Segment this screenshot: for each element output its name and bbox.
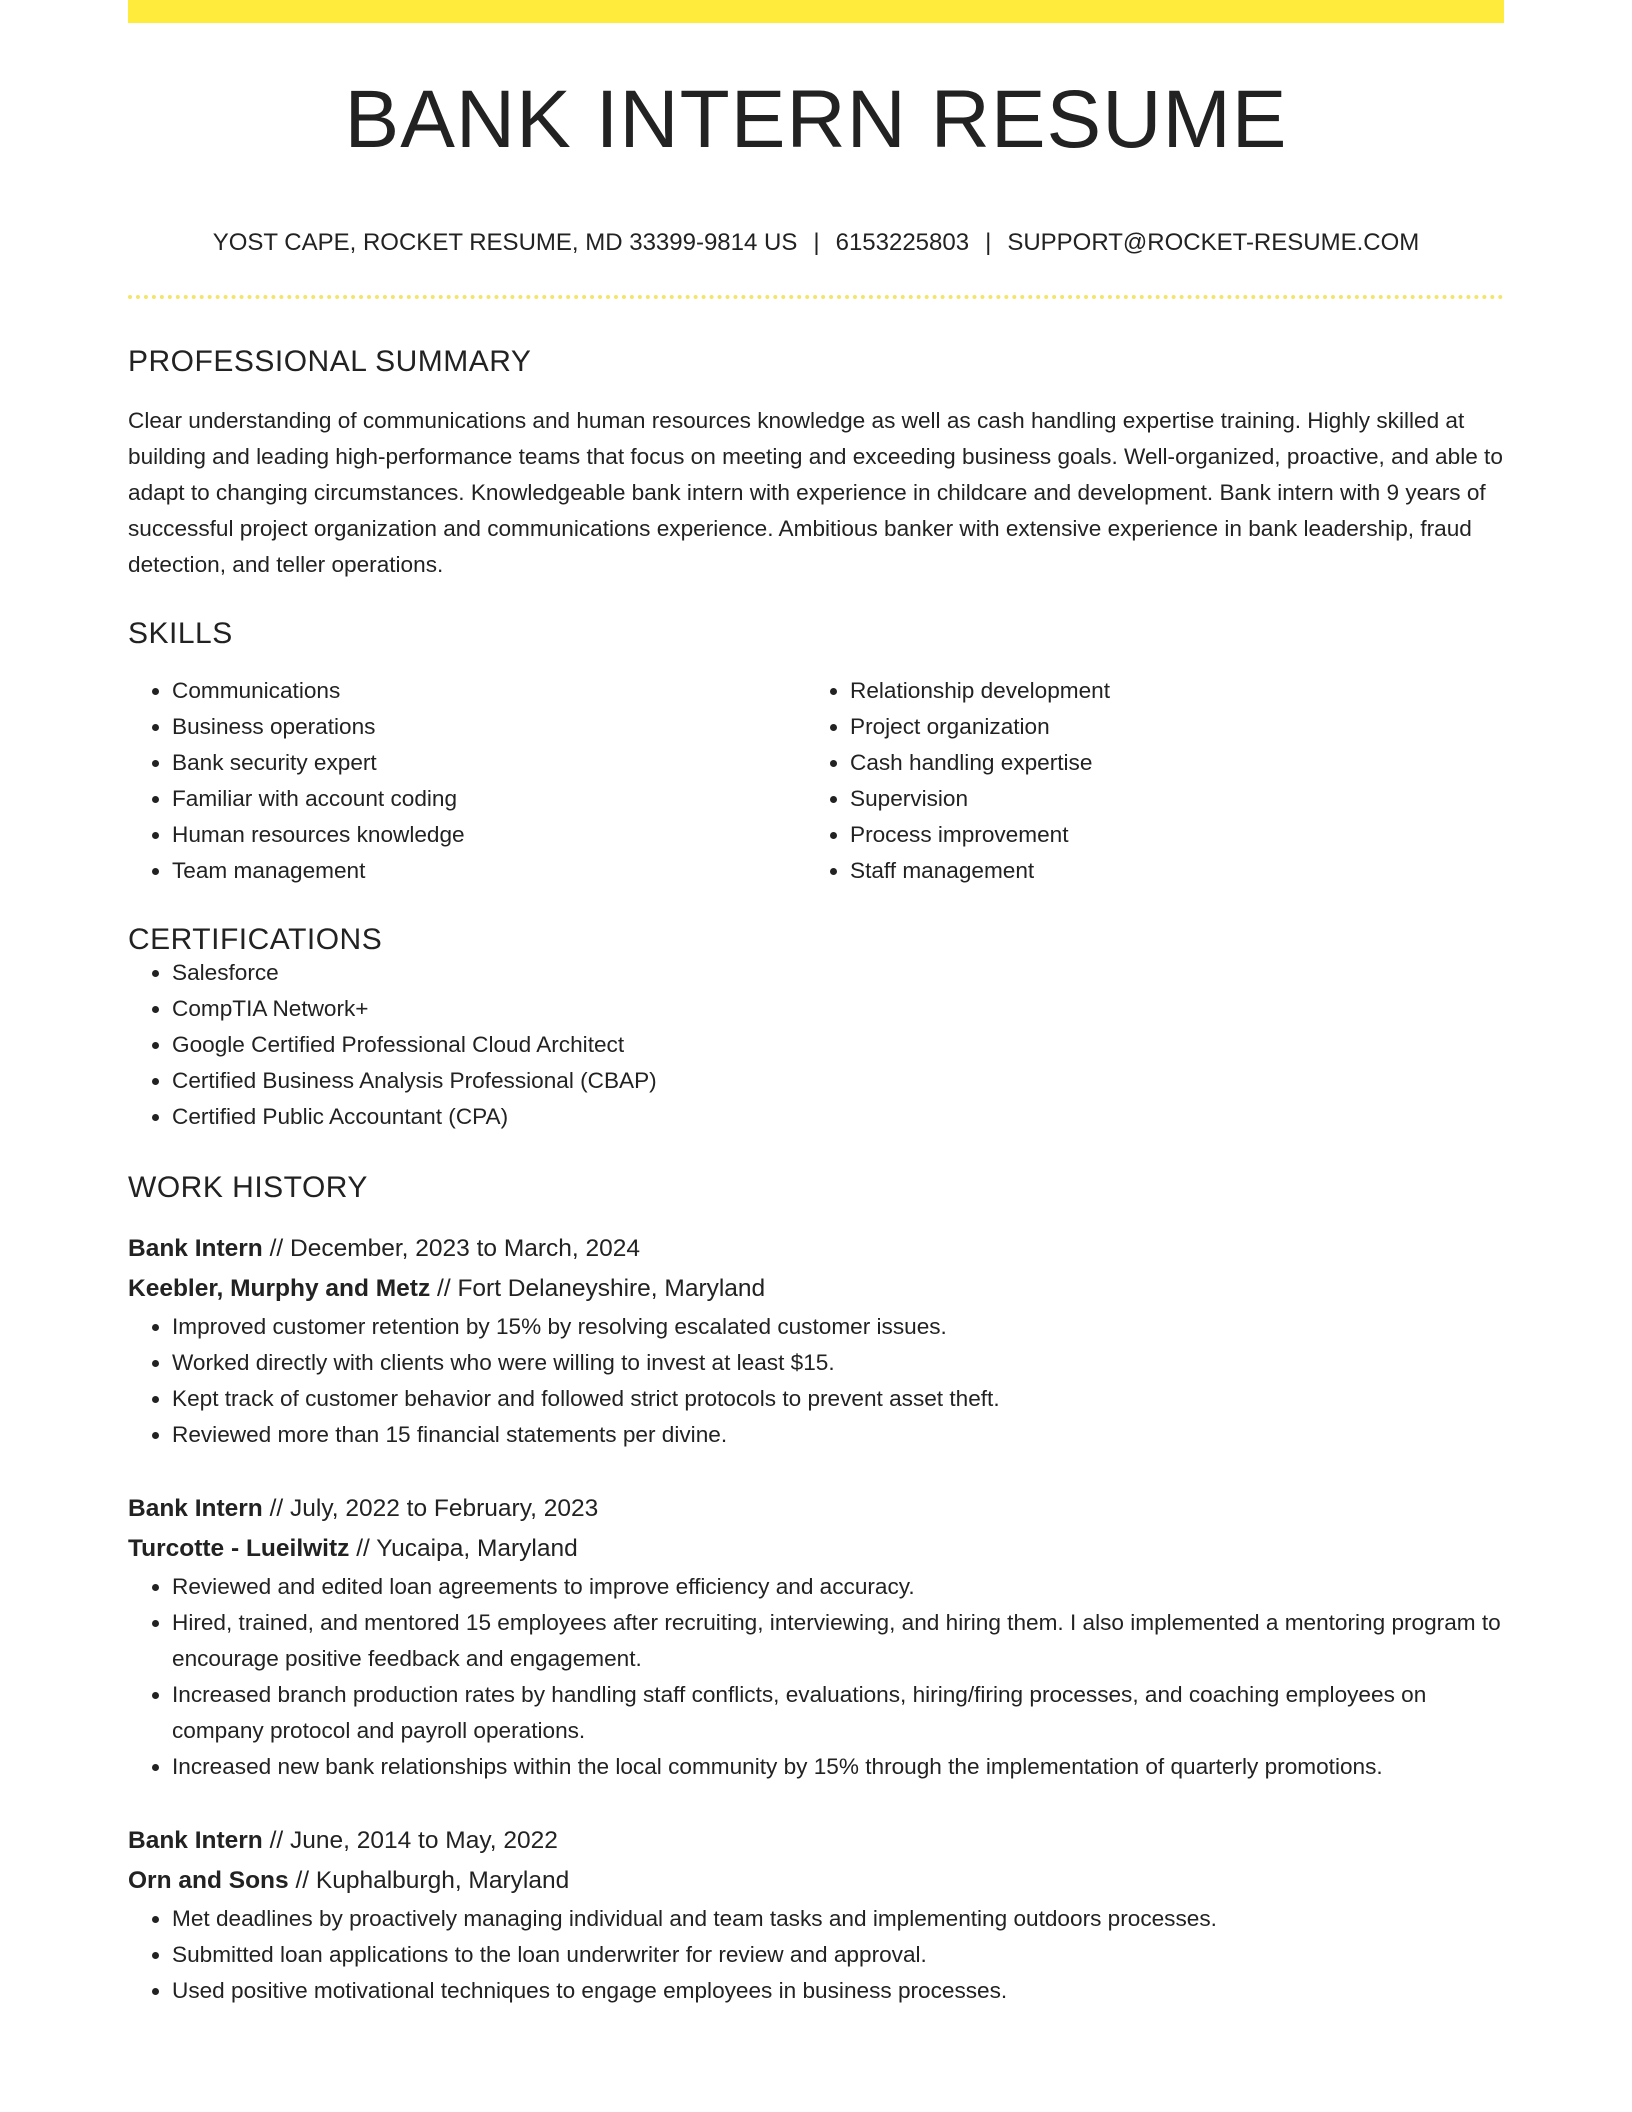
job-company-line — [128, 1529, 1504, 1569]
job-company-line — [128, 1269, 1504, 1309]
job-company: Turcotte - Lueilwitz — [128, 1535, 350, 1562]
contact-separator: | — [813, 229, 820, 256]
skill-item: • Supervision — [850, 781, 1484, 817]
skill-item: • Business operations — [172, 709, 806, 745]
job-dates: // June, 2014 to May, 2022 — [262, 1827, 558, 1854]
job-title-line — [128, 1229, 1504, 1269]
contact-address: YOST CAPE, ROCKET RESUME, MD 33399-9814 US — [212, 229, 798, 256]
certification-item: • Certified Public Accountant (CPA) — [172, 1099, 1504, 1135]
job-bullets — [128, 1309, 1504, 1453]
job-company: Orn and Sons — [128, 1867, 289, 1894]
skill-item: • Staff management — [850, 853, 1484, 889]
job-entry — [128, 1821, 1504, 2009]
job-bullet: • Used positive motivational techniques to engage employees in business processes. — [172, 1973, 1504, 2009]
job-bullet: • Reviewed more than 15 financial statements per divine. — [172, 1417, 1504, 1453]
contact-line — [128, 231, 1504, 255]
summary-text: Clear understanding of communications and human resources knowledge as well as cash handling expertise training. Highly skilled at building and leading high-performance teams that focus on meeting and exceeding business goals. Well-organized, proactive, and able to adapt to changing circumstances. Knowledgeable bank intern with experience in childcare and development. Bank intern with 9 years of successful project organization and communications experience. Ambitious banker with extensive experience in bank leadership, fraud detection, and teller operations. — [128, 408, 1503, 577]
skill-item: • Cash handling expertise — [850, 745, 1484, 781]
job-bullet: • Reviewed and edited loan agreements to improve efficiency and accuracy. — [172, 1569, 1504, 1605]
skills-list-right — [806, 673, 1484, 889]
job-dates: // July, 2022 to February, 2023 — [262, 1495, 599, 1522]
summary-heading: PROFESSIONAL SUMMARY — [128, 345, 532, 378]
header-divider — [128, 295, 1504, 299]
skills-list-left — [128, 673, 806, 889]
job-bullet: • Increased branch production rates by handling staff conflicts, evaluations, hiring/firing processes, and coaching employees on company protocol and payroll operations. — [172, 1677, 1504, 1749]
resume-title: BANK INTERN RESUME — [344, 74, 1288, 165]
job-bullet: • Improved customer retention by 15% by resolving escalated customer issues. — [172, 1309, 1504, 1345]
certification-item: • CompTIA Network+ — [172, 991, 1504, 1027]
skills-heading: SKILLS — [128, 617, 233, 650]
skill-item: • Human resources knowledge — [172, 817, 806, 853]
job-company-line — [128, 1861, 1504, 1901]
job-company: Keebler, Murphy and Metz — [128, 1275, 431, 1302]
job-bullets — [128, 1901, 1504, 2009]
skill-item: • Familiar with account coding — [172, 781, 806, 817]
certification-item: • Certified Business Analysis Professional (CBAP) — [172, 1063, 1504, 1099]
job-bullet: • Worked directly with clients who were willing to invest at least $15. — [172, 1345, 1504, 1381]
job-location: // Fort Delaneyshire, Maryland — [430, 1275, 766, 1302]
job-location: // Yucaipa, Maryland — [349, 1535, 578, 1562]
skill-item: • Bank security expert — [172, 745, 806, 781]
header-accent-bar — [128, 0, 1504, 23]
contact-separator: | — [985, 229, 992, 256]
contact-phone[interactable]: 6153225803 — [835, 229, 970, 256]
job-location: // Kuphalburgh, Maryland — [288, 1867, 570, 1894]
job-bullet: • Hired, trained, and mentored 15 employees after recruiting, interviewing, and hiring them. I also implemented a mentoring program to encourage positive feedback and engagement. — [172, 1605, 1504, 1677]
skill-item: • Team management — [172, 853, 806, 889]
skill-item: • Project organization — [850, 709, 1484, 745]
job-dates: // December, 2023 to March, 2024 — [262, 1235, 641, 1262]
certifications-list — [128, 955, 1504, 1135]
resume-page — [128, 0, 1504, 2009]
certification-item: • Google Certified Professional Cloud Architect — [172, 1027, 1504, 1063]
contact-email[interactable]: SUPPORT@ROCKET-RESUME.COM — [1007, 229, 1420, 256]
job-title-line — [128, 1489, 1504, 1529]
job-title: Bank Intern — [128, 1827, 263, 1854]
work-history-heading: WORK HISTORY — [128, 1171, 368, 1204]
job-title-line — [128, 1821, 1504, 1861]
job-entry — [128, 1489, 1504, 1785]
skills-grid — [128, 673, 1504, 889]
skill-item: • Process improvement — [850, 817, 1484, 853]
job-title: Bank Intern — [128, 1235, 263, 1262]
skill-item: • Communications — [172, 673, 806, 709]
job-bullets — [128, 1569, 1504, 1785]
certification-item: • Salesforce — [172, 955, 1504, 991]
skill-item: • Relationship development — [850, 673, 1484, 709]
job-bullet: • Kept track of customer behavior and followed strict protocols to prevent asset theft. — [172, 1381, 1504, 1417]
certifications-heading: CERTIFICATIONS — [128, 923, 383, 956]
job-entry — [128, 1229, 1504, 1453]
job-title: Bank Intern — [128, 1495, 263, 1522]
job-bullet: • Met deadlines by proactively managing individual and team tasks and implementing outdoors processes. — [172, 1901, 1504, 1937]
job-bullet: • Submitted loan applications to the loan underwriter for review and approval. — [172, 1937, 1504, 1973]
job-bullet: • Increased new bank relationships within the local community by 15% through the implementation of quarterly promotions. — [172, 1749, 1504, 1785]
